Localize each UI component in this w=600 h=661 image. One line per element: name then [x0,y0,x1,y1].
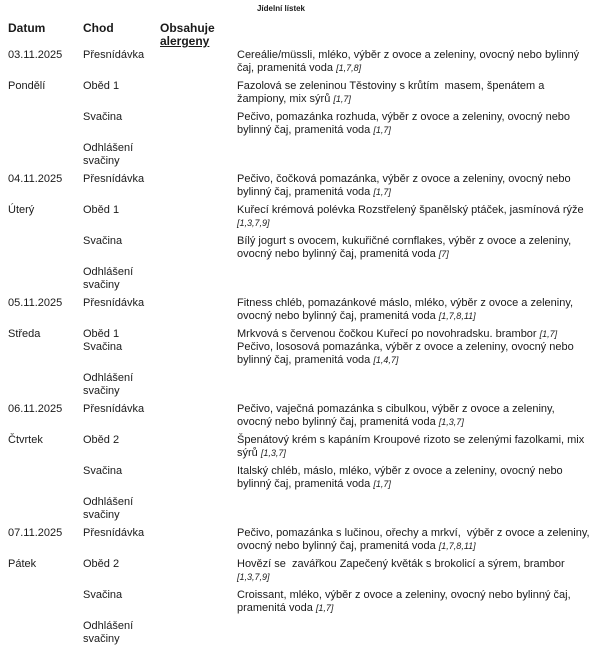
date-cell-empty [8,372,83,398]
allergen-column-cell [160,80,237,106]
course-description [237,341,592,367]
course-description [237,204,592,230]
header-datum: Datum [8,21,46,35]
allergen-column-cell [160,341,237,367]
date-cell-empty [8,235,83,261]
course-row [8,558,592,584]
course-label: Přesnídávka [83,527,145,539]
course-description [237,589,592,615]
allergen-column-cell [160,111,237,137]
course-label: Svačina [83,465,123,477]
allergen-column-cell [160,589,237,615]
date-cell-empty [8,589,83,615]
course-label: Svačina [83,341,123,353]
course-description [237,403,592,429]
date-cell: 03.11.2025 [8,49,63,61]
course-row [8,620,592,646]
course-row [8,297,592,323]
course-row [8,341,592,367]
allergen-list: [1,7,8] [336,63,362,73]
course-label: Odhlášení svačiny [83,266,134,291]
allergen-list: [1,3,7] [438,417,464,427]
day-block-thursday [8,403,592,522]
date-cell-empty [8,266,83,292]
course-label: Oběd 1 [83,328,120,340]
date-cell: 05.11.2025 [8,297,63,309]
allergen-column-cell [160,235,237,261]
date-cell: 04.11.2025 [8,173,63,185]
description-text: Fazolová se zeleninou Těstoviny s krůtím masem, špenátem a žampiony, mix sýrů [237,80,548,105]
course-row [8,204,592,230]
date-cell-empty [8,341,83,367]
description-text: Pečivo, pomazánka rozhuda, výběr z ovoce a zeleniny, ovocný nebo bylinný čaj, pramenitá voda [237,111,574,136]
allergen-column-cell [160,204,237,230]
course-label: Svačina [83,235,123,247]
allergen-list: [1,7,8,11] [438,311,476,321]
course-description [237,496,592,522]
course-label: Odhlášení svačiny [83,620,134,645]
day-block-wednesday [8,297,592,398]
allergen-list: [1,3,7,9] [237,572,270,582]
course-label: Odhlášení svačiny [83,372,134,397]
course-row [8,142,592,168]
course-description [237,620,592,646]
day-block-tuesday [8,173,592,292]
day-name-cell: Pondělí [8,80,46,92]
header-spacer [237,22,592,48]
allergen-list: [1,3,7] [260,448,286,458]
course-row [8,235,592,261]
date-cell-empty [8,620,83,646]
course-row [8,465,592,491]
course-row [8,49,592,75]
description-text: Italský chléb, máslo, mléko, výběr z ovoce a zeleniny, ovocný nebo bylinný čaj, pramenitá voda [237,465,566,490]
course-description [237,173,592,199]
day-name-cell: Středa [8,328,41,340]
course-description [237,465,592,491]
date-cell-empty [8,496,83,522]
description-text: Mrkvová s červenou čočkou Kuřecí po novohradsku. brambor [237,328,537,340]
course-row [8,80,592,106]
allergen-column-cell [160,527,237,553]
date-cell: 06.11.2025 [8,403,63,415]
allergen-column-cell [160,142,237,168]
course-description [237,372,592,398]
description-text: Hovězí se zavářkou Zapečený květák s brokolicí a sýrem, brambor [237,558,565,570]
date-cell-empty [8,142,83,168]
course-row [8,173,592,199]
course-row [8,527,592,553]
description-text: Pečivo, lososová pomazánka, výběr z ovoce a zeleniny, ovocný nebo bylinný čaj, pramenitá voda [237,341,577,366]
allergen-list: [1,7,8,11] [438,541,476,551]
header-alergeny [160,22,237,48]
description-text: Špenátový krém s kapáním Kroupové rizoto se zelenými fazolkami, mix sýrů [237,434,588,459]
date-cell-empty [8,111,83,137]
description-text: Pečivo, čočková pomazánka, výběr z ovoce a zeleniny, ovocný nebo bylinný čaj, pramenitá voda [237,173,574,198]
allergen-list: [1,7] [539,329,558,339]
day-block-friday [8,527,592,646]
course-row [8,266,592,292]
course-label: Přesnídávka [83,297,145,309]
allergen-column-cell [160,297,237,323]
course-label: Přesnídávka [83,403,145,415]
course-label: Odhlášení svačiny [83,142,134,167]
course-row [8,589,592,615]
description-text: Cereálie/müssli, mléko, výběr z ovoce a zeleniny, ovocný nebo bylinný čaj, pramenitá voda [237,49,583,74]
day-block-monday [8,49,592,168]
course-row [8,328,592,341]
page-title: Jídelní lístek [256,4,306,13]
course-description [237,235,592,261]
header-alergeny-line2: alergeny [160,34,210,48]
course-label: Svačina [83,111,123,123]
description-text: Pečivo, vaječná pomazánka s cibulkou, výběr z ovoce a zeleniny, ovocný nebo bylinný čaj, pramenitá voda [237,403,558,428]
course-label: Oběd 1 [83,80,120,92]
course-label: Odhlášení svačiny [83,496,134,521]
allergen-column-cell [160,328,237,341]
allergen-list: [7] [438,249,449,259]
day-name-cell: Úterý [8,204,35,216]
course-description [237,111,592,137]
description-text: Fitness chléb, pomazánkové máslo, mléko, výběr z ovoce a zeleniny, ovocný nebo bylinný čaj, pramenitá voda [237,297,577,322]
course-row [8,403,592,429]
course-description [237,80,592,106]
header-alergeny-line1: Obsahuje [160,21,215,35]
table-header-row [8,22,592,48]
allergen-list: [1,4,7] [373,355,399,365]
course-description [237,434,592,460]
course-description [237,527,592,553]
allergen-list: [1,7] [373,479,391,489]
course-row [8,111,592,137]
course-description [237,49,592,75]
day-name-cell: Čtvrtek [8,434,43,446]
course-label: Přesnídávka [83,173,145,185]
allergen-list: [1,7] [373,125,391,135]
course-description [237,297,592,323]
course-row [8,434,592,460]
allergen-column-cell [160,620,237,646]
date-cell: 07.11.2025 [8,527,63,539]
allergen-list: [1,3,7,9] [237,218,270,228]
course-label: Svačina [83,589,123,601]
course-row [8,496,592,522]
course-description [237,266,592,292]
course-description [237,328,592,341]
course-description [237,142,592,168]
date-cell-empty [8,465,83,491]
allergen-column-cell [160,372,237,398]
allergen-list: [1,7] [315,603,334,613]
allergen-column-cell [160,403,237,429]
course-row [8,372,592,398]
description-text: Kuřecí krémová polévka Rozstřelený španělský ptáček, jasmínová rýže [237,204,584,216]
allergen-column-cell [160,496,237,522]
allergen-list: [1,7] [333,94,351,104]
header-chod: Chod [83,21,114,35]
allergen-column-cell [160,465,237,491]
description-text: Croissant, mléko, výběr z ovoce a zeleniny, ovocný nebo bylinný čaj, pramenitá voda [237,589,574,614]
course-description [237,558,592,584]
course-label: Oběd 2 [83,434,120,446]
allergen-list: [1,7] [373,187,391,197]
course-label: Oběd 1 [83,204,120,216]
course-label: Přesnídávka [83,49,145,61]
description-text: Pečivo, pomazánka s lučinou, ořechy a mrkví, výběr z ovoce a zeleniny, ovocný nebo bylinný čaj, pramenitá voda [237,527,593,552]
allergen-column-cell [160,434,237,460]
day-name-cell: Pátek [8,558,37,570]
course-label: Oběd 2 [83,558,120,570]
allergen-column-cell [160,558,237,584]
description-text: Bílý jogurt s ovocem, kukuřičné cornflakes, výběr z ovoce a zeleniny, ovocný nebo bylinný čaj, pramenitá voda [237,235,575,260]
allergen-column-cell [160,49,237,75]
allergen-column-cell [160,266,237,292]
allergen-column-cell [160,173,237,199]
